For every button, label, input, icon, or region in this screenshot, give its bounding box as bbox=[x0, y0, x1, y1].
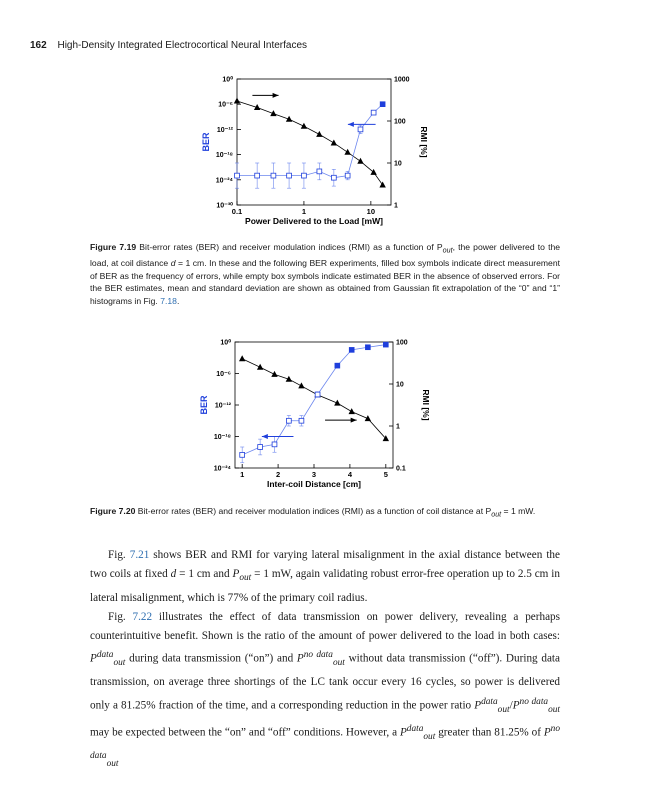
var-sub: out bbox=[332, 658, 345, 669]
x-tick-label: 1 bbox=[301, 207, 307, 216]
ber-point bbox=[365, 345, 370, 350]
var: P bbox=[296, 652, 304, 665]
var-sup: no data bbox=[303, 650, 333, 661]
figure-link[interactable]: 7.18 bbox=[160, 295, 177, 306]
var-sup: data bbox=[406, 723, 424, 734]
y2-tick-label: 10 bbox=[396, 381, 404, 389]
rmi-line bbox=[237, 101, 383, 185]
ber-point bbox=[331, 175, 336, 180]
text: illustrates the effect of data transmission on power delivery, revealing a perhaps counterintuitive benefit. Shown is the ratio of the amount of power delivered to the load in both cases: bbox=[90, 610, 560, 643]
figure-label: Figure 7.19 bbox=[90, 242, 137, 252]
rmi-point bbox=[271, 371, 277, 377]
var-sub: out bbox=[497, 704, 510, 715]
axis-arrow-head bbox=[351, 418, 357, 423]
y2-tick-label: 10 bbox=[394, 160, 402, 168]
ber-rmi-vs-power-chart bbox=[0, 68, 648, 233]
ber-point bbox=[358, 127, 363, 132]
caption-text: = 1 cm. In these and the following BER experiments, filled box symbols indicate direct measurement of BER as the frequency of errors, while empty box symbols indicate estimated BER in the absence of observed errors. For the BER estimates, mean and standard deviation are shown as obtained from Gaussian fit extrapolation of the “0” and “1” histograms in Fig. bbox=[90, 258, 560, 306]
var-sub: out bbox=[423, 731, 436, 742]
y2-tick-label: 100 bbox=[396, 339, 408, 347]
ber-point bbox=[302, 173, 307, 178]
running-title: High-Density Integrated Electrocortical Neural Interfaces bbox=[57, 40, 308, 51]
var: P bbox=[474, 699, 482, 712]
ber-point bbox=[255, 173, 260, 178]
rmi-point bbox=[344, 149, 350, 155]
caption-sub: out bbox=[491, 510, 502, 519]
y-tick-label: 10⁻¹² bbox=[214, 402, 231, 410]
y-axis-label: BER bbox=[199, 395, 209, 415]
x-tick-label: 1 bbox=[240, 470, 245, 479]
ber-point bbox=[371, 110, 376, 115]
rmi-line bbox=[242, 359, 386, 439]
ber-point bbox=[272, 442, 277, 447]
ber-point bbox=[345, 173, 350, 178]
paragraph bbox=[90, 546, 560, 608]
var-sub: out bbox=[548, 704, 560, 715]
y2-tick-label: 100 bbox=[394, 118, 406, 126]
rmi-point bbox=[239, 355, 245, 361]
x-axis-label: Power Delivered to the Load [mW] bbox=[245, 216, 383, 226]
figure-7-19-caption bbox=[90, 241, 560, 307]
ber-point bbox=[349, 347, 354, 352]
y-tick-label: 10⁰ bbox=[220, 339, 231, 347]
text: Fig. bbox=[108, 549, 130, 561]
y-tick-label: 10⁻²⁴ bbox=[215, 177, 233, 185]
axis-arrow-head bbox=[273, 93, 279, 98]
y-tick-label: 10⁻¹⁸ bbox=[215, 152, 233, 160]
figure-label: Figure 7.20 bbox=[90, 506, 136, 516]
rmi-point bbox=[334, 400, 340, 406]
y-axis-label: BER bbox=[201, 132, 211, 152]
y2-axis-label: RMI [%] bbox=[421, 389, 431, 421]
ber-point bbox=[380, 102, 385, 107]
var: P bbox=[512, 699, 520, 712]
figure-7-20-caption bbox=[90, 505, 560, 521]
text: may be expected between the “on” and “off” conditions. However, a bbox=[90, 726, 400, 739]
ber-line bbox=[237, 104, 383, 178]
y2-axis-label: RMI [%] bbox=[419, 126, 429, 158]
ber-point bbox=[383, 342, 388, 347]
y-tick-label: 10⁻⁶ bbox=[216, 371, 231, 378]
rmi-point bbox=[316, 131, 322, 137]
figure-7-20 bbox=[0, 334, 648, 504]
x-tick-label: 2 bbox=[276, 470, 281, 479]
var-sup: no data bbox=[90, 723, 560, 761]
y-tick-label: 10⁰ bbox=[222, 76, 233, 84]
y-tick-label: 10⁻¹⁸ bbox=[213, 434, 231, 441]
ber-point bbox=[317, 169, 322, 174]
axis-arrow-head bbox=[262, 434, 268, 439]
var-sup: data bbox=[96, 650, 114, 661]
rmi-point bbox=[257, 364, 263, 370]
ber-point bbox=[315, 392, 320, 397]
var-sub: out bbox=[106, 758, 119, 769]
plot-frame bbox=[237, 79, 391, 205]
y2-tick-label: 1 bbox=[396, 423, 400, 431]
var-sup: no data bbox=[519, 696, 549, 707]
text: = 1 mW, again validating robust error-free operation up to 2.5 cm in lateral misalignment, which is 77% of the primary coil radius. bbox=[90, 568, 560, 604]
rmi-point bbox=[331, 139, 337, 145]
caption-text: . bbox=[176, 295, 180, 306]
page-number: 162 bbox=[30, 40, 47, 51]
text: Fig. bbox=[108, 610, 133, 623]
rmi-point bbox=[349, 408, 355, 414]
x-tick-label: 4 bbox=[347, 470, 352, 479]
y2-tick-label: 1000 bbox=[394, 76, 410, 84]
ber-point bbox=[240, 452, 245, 457]
text: greater than 81.25% of bbox=[435, 726, 544, 739]
y2-tick-label: 1 bbox=[394, 202, 398, 210]
var-sup: data bbox=[481, 696, 498, 707]
x-tick-label: 3 bbox=[311, 470, 317, 479]
ber-point bbox=[286, 418, 291, 423]
page-header bbox=[30, 40, 307, 51]
axis-arrow-head bbox=[348, 122, 354, 127]
caption-text: = 1 mW. bbox=[501, 506, 536, 516]
caption-var: d bbox=[170, 258, 176, 269]
rmi-point bbox=[370, 169, 376, 175]
text: shows BER and RMI for varying lateral misalignment in the axial distance between the two coils at fixed bbox=[90, 549, 560, 581]
rmi-point bbox=[234, 97, 240, 103]
paragraph: Fig. 7.22 illustrates the effect of data transmission on power delivery, revealing a perhaps counterintuitive benefit. Shown is the ratio of the amount of power delivered to the load in both cases: $P^{data}_{out}$ during data transmission (“on”) and $P^{no data}_{out}$ without data transmission (“off”). During data transmission, on average three shortings of the LC tank occur every 16 cycles, so power is delivered only a 81.25% fraction of the time, and a corresponding reduction in the power ratio $P^{data}_{out}/P^{no data}_{out}$ may be expected between the “on” and “off” conditions. However, a $P^{data}_{out}$ greater than 81.25% of $P^{no data}_{out}$ bbox=[90, 610, 561, 769]
var: P bbox=[543, 726, 551, 739]
ber-point bbox=[335, 363, 340, 368]
var: d bbox=[170, 568, 177, 581]
rmi-point bbox=[365, 415, 371, 421]
ber-point bbox=[287, 173, 292, 178]
body-text bbox=[90, 546, 560, 774]
var: P bbox=[399, 726, 407, 739]
var-sub: out bbox=[113, 658, 126, 669]
ber-rmi-vs-distance-chart bbox=[0, 334, 648, 499]
rmi-point bbox=[357, 158, 363, 164]
ber-point bbox=[235, 173, 240, 178]
var: P bbox=[90, 652, 97, 665]
text: without data transmission (“off”). During data transmission, on average three shortings of the LC tank occur every 16 cycles, so power is delivered only a 81.25% fraction of the time, and a corresponding reduction in the power ratio bbox=[90, 652, 561, 712]
y2-tick-label: 0.1 bbox=[396, 465, 406, 473]
rmi-point bbox=[301, 123, 307, 129]
caption-text: Bit-error rates (BER) and receiver modulation indices (RMI) as a function of P bbox=[139, 242, 443, 252]
figure-link[interactable]: 7.21 bbox=[129, 549, 150, 561]
x-axis-label: Inter-coil Distance [cm] bbox=[267, 479, 361, 489]
caption-text: , the power delivered to the load, at coil distance bbox=[90, 242, 561, 269]
var: P bbox=[232, 568, 240, 581]
caption-sub: out bbox=[442, 246, 453, 255]
y-tick-label: 10⁻²⁴ bbox=[213, 465, 231, 473]
x-tick-label: 0.1 bbox=[231, 207, 243, 216]
caption-text: Bit-error rates (BER) and receiver modulation indices (RMI) as a function of coil distance at P bbox=[137, 506, 492, 516]
text: = 1 cm and bbox=[176, 568, 233, 581]
rmi-point bbox=[298, 382, 304, 388]
ber-point bbox=[271, 173, 276, 178]
x-tick-label: 10 bbox=[366, 207, 376, 216]
ber-point bbox=[299, 418, 304, 423]
y-tick-label: 10⁻¹² bbox=[216, 126, 233, 134]
ber-line bbox=[242, 345, 386, 455]
y-tick-label: 10⁻⁶ bbox=[218, 101, 233, 109]
x-tick-label: 5 bbox=[383, 470, 388, 479]
var-sub: out bbox=[239, 573, 252, 584]
figure-link[interactable]: 7.22 bbox=[132, 610, 153, 623]
figure-7-19 bbox=[0, 68, 648, 238]
y-tick-label: 10⁻³⁰ bbox=[216, 202, 233, 210]
text: during data transmission (“on”) and bbox=[125, 652, 297, 665]
ber-point bbox=[258, 445, 263, 450]
